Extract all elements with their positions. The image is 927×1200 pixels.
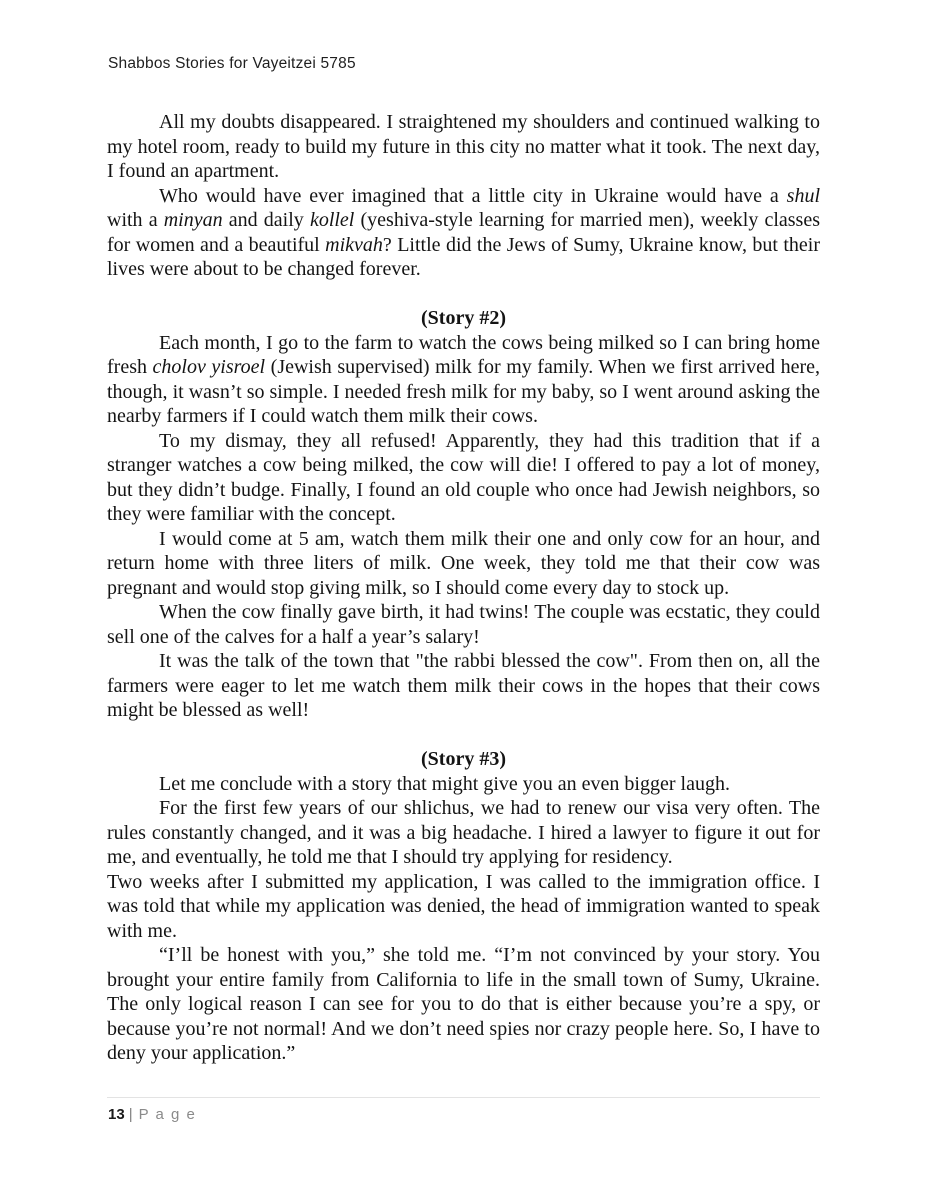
page-number: 13 bbox=[108, 1106, 125, 1123]
document-body bbox=[107, 110, 820, 1066]
text-run: (yeshiva-style learning for married men), weekly classes for women and a beautiful bbox=[107, 209, 821, 256]
text-run: “I’ll be honest with you,” she told me. “I’m not convinced by your story. You brought your entire family from California to life in the small town of Sumy, Ukraine. The only logical reason I can see for you to do that is either because you’re a spy, or because you’re not normal! And we don’t need spies nor crazy people here. So, I have to deny your application.” bbox=[107, 944, 820, 1064]
page-label: P a g e bbox=[138, 1106, 197, 1123]
text-run: I would come at 5 am, watch them milk their one and only cow for an hour, and return home with three liters of milk. One week, they told me that their cow was pregnant and would stop giving milk, so I should come every day to stock up. bbox=[107, 527, 820, 599]
text-run: Each month, I go to the farm to watch the cows being milked so I can bring home fresh bbox=[107, 331, 820, 378]
footer-separator: | bbox=[128, 1106, 133, 1123]
text-run: Who would have ever imagined that a little city in Ukraine would have a bbox=[159, 184, 787, 207]
document-header bbox=[108, 55, 356, 73]
document-footer bbox=[108, 1106, 196, 1123]
footer-divider bbox=[107, 1097, 820, 1098]
italic-term: kollel bbox=[309, 209, 355, 231]
text-run: ? Little did the Jews of Sumy, Ukraine know, but their lives were about to be changed forever. bbox=[107, 233, 820, 280]
paragraph bbox=[107, 331, 820, 429]
story-heading: (Story #3) bbox=[421, 748, 506, 770]
italic-term: mikvah bbox=[325, 233, 383, 256]
text-run: Let me conclude with a story that might give you an even bigger laugh. bbox=[159, 772, 730, 795]
text-run: Two weeks after I submitted my application, I was called to the immigration office. I was told that while my application was denied, the head of immigration wanted to speak with me. bbox=[107, 870, 820, 942]
story-heading: (Story #2) bbox=[421, 307, 506, 329]
paragraph bbox=[107, 184, 820, 282]
paragraph bbox=[107, 527, 820, 601]
text-run: with a bbox=[107, 209, 164, 231]
paragraph bbox=[107, 943, 820, 1066]
italic-term: cholov yisroel bbox=[152, 356, 266, 378]
italic-term: minyan bbox=[163, 209, 223, 231]
text-run: (Jewish supervised) milk for my family. When we first arrived here, though, it wasn’t so simple. I needed fresh milk for my baby, so I went around asking the nearby farmers if I could watch them milk their cows. bbox=[107, 356, 820, 427]
paragraph bbox=[107, 772, 820, 797]
text-run: and daily bbox=[222, 209, 310, 231]
text-run: It was the talk of the town that "the rabbi blessed the cow". From then on, all the farmers were eager to let me watch them milk their cows in the hopes that their cows might be blessed as well! bbox=[107, 650, 820, 721]
text-run: To my dismay, they all refused! Apparently, they had this tradition that if a stranger watches a cow being milked, the cow will die! I offered to pay a lot of money, but they didn’t budge. Finally, I found an old couple who once had Jewish neighbors, so they were familiar with the concept. bbox=[107, 429, 820, 525]
text-run: All my doubts disappeared. I straightened my shoulders and continued walking to my hotel room, ready to build my future in this city no matter what it took. The next day, I found an apartment. bbox=[107, 111, 820, 182]
paragraph bbox=[107, 429, 820, 527]
text-run: When the cow finally gave birth, it had twins! The couple was ecstatic, they could sell one of the calves for a half a year’s salary! bbox=[107, 601, 820, 648]
paragraph bbox=[107, 649, 820, 723]
header-title: Shabbos Stories for Vayeitzei 5785 bbox=[108, 55, 356, 72]
text-run: For the first few years of our shlichus, we had to renew our visa very often. The rules constantly changed, and it was a big headache. I hired a lawyer to figure it out for me, and eventually, he told me that I should try applying for residency. bbox=[107, 797, 820, 868]
paragraph bbox=[107, 600, 820, 649]
paragraph bbox=[107, 796, 820, 870]
paragraph bbox=[107, 110, 820, 184]
paragraph bbox=[107, 870, 820, 944]
italic-term: shul bbox=[786, 184, 820, 207]
